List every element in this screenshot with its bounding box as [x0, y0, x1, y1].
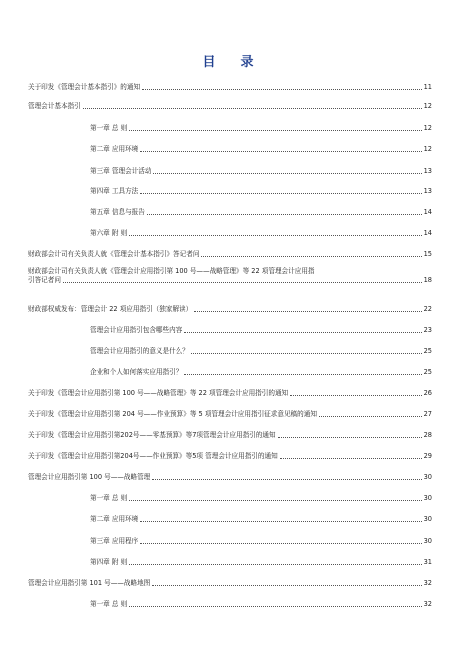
toc-entry[interactable] — [90, 145, 432, 154]
toc-entry-page: 14 — [423, 229, 432, 237]
toc-entry[interactable] — [28, 431, 432, 440]
toc-entry-page: 13 — [423, 167, 432, 175]
dot-leader — [129, 234, 421, 236]
toc-entry-label: 财政部会计司有关负责人就《管理会计基本指引》答记者问 — [28, 250, 200, 258]
toc-entry[interactable] — [90, 600, 432, 609]
toc-entry[interactable] — [28, 410, 432, 419]
toc-entry[interactable] — [28, 452, 432, 461]
toc-entry[interactable] — [90, 537, 432, 546]
dot-leader — [129, 499, 421, 501]
dot-leader — [153, 172, 421, 174]
toc-entry-page: 28 — [423, 431, 432, 439]
toc-entry-label: 管理会计应用指引的意义是什么？ — [90, 347, 189, 355]
dot-leader — [129, 563, 421, 565]
dot-leader — [278, 436, 422, 438]
toc-entry-label: 企业和个人如何落实应用指引？ — [90, 368, 183, 376]
dot-leader — [319, 415, 422, 417]
toc-entry-page: 22 — [423, 305, 432, 313]
dot-leader — [152, 478, 421, 480]
toc-entry-label: 第五章 信息与报告 — [90, 208, 145, 216]
toc-entry[interactable] — [90, 167, 432, 176]
toc-entry-label: 第一章 总 则 — [90, 494, 128, 502]
toc-entry-label: 第一章 总 则 — [90, 600, 128, 608]
toc-entry[interactable] — [90, 208, 432, 217]
toc-entry-label: 第四章 工具方法 — [90, 187, 139, 195]
toc-entry-page: 30 — [423, 515, 432, 523]
toc-entry-label: 第二章 应用环境 — [90, 515, 139, 523]
toc-entry-page: 30 — [423, 537, 432, 545]
toc-entry-label: 管理会计应用指引第 101 号——战略地图 — [28, 579, 151, 587]
dot-leader — [140, 520, 421, 522]
toc-entry-page: 30 — [423, 494, 432, 502]
toc-entry-page: 31 — [423, 558, 432, 566]
dot-leader — [142, 88, 422, 90]
toc-entry-page: 12 — [423, 145, 432, 153]
dot-leader — [191, 352, 422, 354]
toc-entry-page: 11 — [423, 83, 432, 91]
toc-entry-page: 25 — [423, 368, 432, 376]
toc-entry-label: 管理会计基本指引 — [28, 102, 81, 110]
toc-entry[interactable] — [90, 347, 432, 356]
toc-entry-label: 第二章 应用环境 — [90, 145, 139, 153]
toc-entry-page: 26 — [423, 389, 432, 397]
dot-leader — [140, 192, 421, 194]
toc-entry-label: 关于印发《管理会计应用指引第 204 号——作业预算》等 5 项管理会计应用指引征求意见稿的通知 — [28, 410, 317, 418]
dot-leader — [201, 255, 421, 257]
toc-entry-label: 关于印发《管理会计应用指引第202号——零基预算》等7项管理会计应用指引的通知 — [28, 431, 276, 439]
toc-entry[interactable] — [90, 515, 432, 524]
toc-entry[interactable] — [28, 579, 432, 588]
dot-leader — [129, 605, 421, 607]
toc-entry-page: 12 — [423, 102, 432, 110]
toc-entry[interactable] — [90, 187, 432, 196]
toc-entry-label: 第三章 管理会计活动 — [90, 167, 152, 175]
toc-entry[interactable] — [90, 326, 432, 335]
toc-entry-label: 关于印发《管理会计基本指引》的通知 — [28, 83, 141, 91]
dot-leader — [129, 129, 421, 131]
toc-entry-label-line1: 财政部会计司有关负责人就《管理会计应用指引第 100 号——战略管理》等 22 项管理会计应用指 — [28, 267, 315, 275]
toc-entry[interactable] — [90, 558, 432, 567]
dot-leader — [152, 584, 421, 586]
toc-entry-label: 第一章 总 则 — [90, 124, 128, 132]
toc-title: 目 录 — [202, 55, 260, 70]
dot-leader — [194, 310, 421, 312]
toc-entry-page: 18 — [423, 276, 432, 284]
toc-entry[interactable] — [90, 229, 432, 238]
dot-leader — [63, 281, 422, 283]
toc-entry-page: 25 — [423, 347, 432, 355]
toc-entry[interactable] — [28, 250, 432, 259]
toc-entry-label: 第四章 附 则 — [90, 558, 128, 566]
toc-entry[interactable] — [90, 124, 432, 133]
toc-entry[interactable] — [28, 267, 432, 285]
toc-entry-label: 关于印发《管理会计应用指引第204号——作业预算》等5项 管理会计应用指引的通知 — [28, 452, 278, 460]
toc-entry[interactable] — [90, 368, 432, 377]
toc-entry-page: 23 — [423, 326, 432, 334]
toc-entry-label: 财政部权威发布：管理会计 22 项应用指引（独家解读） — [28, 305, 193, 313]
toc-entry-page: 27 — [423, 410, 432, 418]
dot-leader — [147, 213, 422, 215]
dot-leader — [140, 150, 421, 152]
toc-entry-label: 关于印发《管理会计应用指引第 100 号——战略管理》等 22 项管理会计应用指引的通知 — [28, 389, 289, 397]
toc-entry-page: 30 — [423, 473, 432, 481]
toc-entry[interactable] — [28, 305, 432, 314]
toc-entry[interactable] — [28, 389, 432, 398]
toc-entry-label: 第六章 附 则 — [90, 229, 128, 237]
toc-entry-label: 第三章 应用程序 — [90, 537, 139, 545]
dot-leader — [280, 457, 422, 459]
toc-entry-label-line2: 引答记者问 — [28, 276, 61, 284]
toc-entry-label: 管理会计应用指引包含哪些内容 — [90, 326, 183, 334]
toc-entry-page: 12 — [423, 124, 432, 132]
toc-entry-page: 15 — [423, 250, 432, 258]
dot-leader — [290, 394, 421, 396]
toc-entry[interactable] — [28, 83, 432, 92]
toc-entry-page: 32 — [423, 579, 432, 587]
toc-entry-page: 29 — [423, 452, 432, 460]
toc-entry-page: 14 — [423, 208, 432, 216]
toc-entry[interactable] — [28, 473, 432, 482]
toc-entry-page: 13 — [423, 187, 432, 195]
dot-leader — [184, 373, 421, 375]
dot-leader — [184, 331, 421, 333]
toc-entry-page: 32 — [423, 600, 432, 608]
dot-leader — [140, 542, 421, 544]
toc-entry-label: 管理会计应用指引第 100 号——战略管理 — [28, 473, 151, 481]
dot-leader — [83, 107, 422, 109]
toc-entry[interactable] — [28, 102, 432, 111]
toc-entry[interactable] — [90, 494, 432, 503]
